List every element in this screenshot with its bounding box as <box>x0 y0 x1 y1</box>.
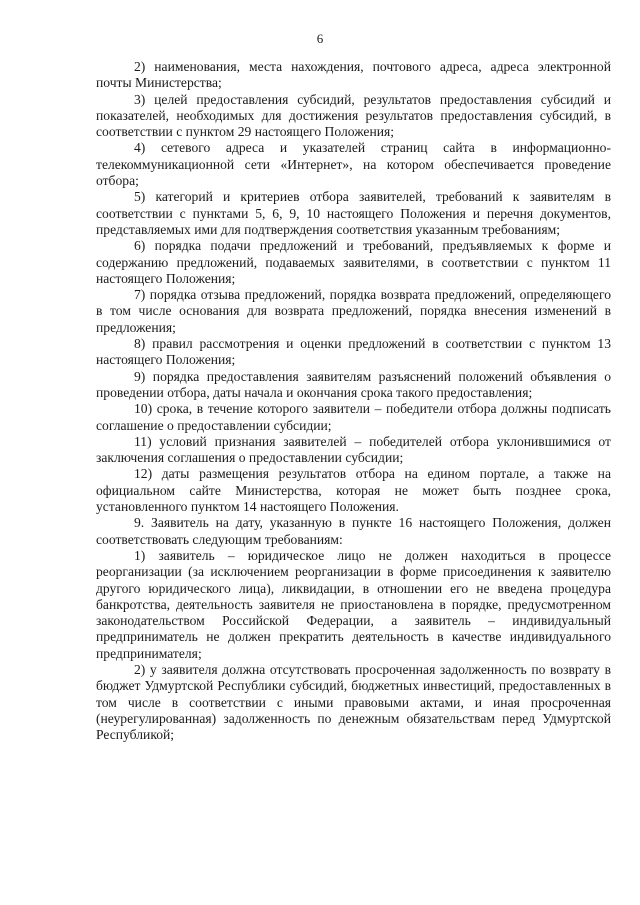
paragraph: 2) наименования, места нахождения, почтового адреса, адреса электронной почты Министерства; <box>96 59 611 91</box>
paragraph: 2) у заявителя должна отсутствовать просроченная задолженность по возврату в бюджет Удмуртской Республики субсидий, бюджетных инвестиций, предоставленных в том числе в соответствии с иными правовыми актами, и иная просроченная (неурегулированная) задолженность по денежным обязательствам перед Удмуртской Республикой; <box>96 661 611 743</box>
paragraph: 3) целей предоставления субсидий, результатов предоставления субсидий и показателей, необходимых для достижения результатов предоставления субсидий, в соответствии с пунктом 29 настоящего Положения; <box>96 91 611 140</box>
paragraph: 12) даты размещения результатов отбора на едином портале, а также на официальном сайте Министерства, которая не может быть позднее срока, установленного пунктом 14 настоящего Положения. <box>96 466 611 515</box>
paragraph: 5) категорий и критериев отбора заявителей, требований к заявителям в соответствии с пунктами 5, 6, 9, 10 настоящего Положения и перечня документов, представляемых ими для подтверждения соответствия указанным требованиям; <box>96 189 611 237</box>
paragraph: 6) порядка подачи предложений и требований, предъявляемых к форме и содержанию предложений, подаваемых заявителями, в соответствии с пунктом 11 настоящего Положения; <box>96 238 611 286</box>
paragraph: 7) порядка отзыва предложений, порядка возврата предложений, определяющего в том числе основания для возврата предложений, порядка внесения изменений в предложения; <box>96 287 611 335</box>
paragraph: 10) срока, в течение которого заявители – победители отбора должны подписать соглашение о предоставлении субсидии; <box>96 401 611 433</box>
paragraph: 11) условий признания заявителей – победителей отбора уклонившимися от заключения соглашения о предоставлении субсидии; <box>96 433 611 466</box>
paragraph: 4) сетевого адреса и указателей страниц сайта в информационно-телекоммуникационной сети «Интернет», на котором обеспечивается проведение отбора; <box>96 140 611 189</box>
document-body <box>96 59 611 743</box>
paragraph: 9. Заявитель на дату, указанную в пункте 16 настоящего Положения, должен соответствовать следующим требованиям: <box>96 515 611 547</box>
paragraph: 8) правил рассмотрения и оценки предложений в соответствии с пунктом 13 настоящего Положения; <box>96 336 611 368</box>
page-number: 6 <box>316 31 324 46</box>
paragraph: 9) порядка предоставления заявителям разъяснений положений объявления о проведении отбора, даты начала и окончания срока такого предоставления; <box>96 368 611 400</box>
paragraph: 1) заявитель – юридическое лицо не должен находиться в процессе реорганизации (за исключением реорганизации в форме присоединения к заявителю другого юридического лица), ликвидации, в отношении его не введена процедура банкротства, деятельность заявителя не приостановлена в порядке, предусмотренном законодательством Российской Федерации, а заявитель – индивидуальный предприниматель не должен прекратить деятельность в качестве индивидуального предпринимателя; <box>96 547 611 661</box>
